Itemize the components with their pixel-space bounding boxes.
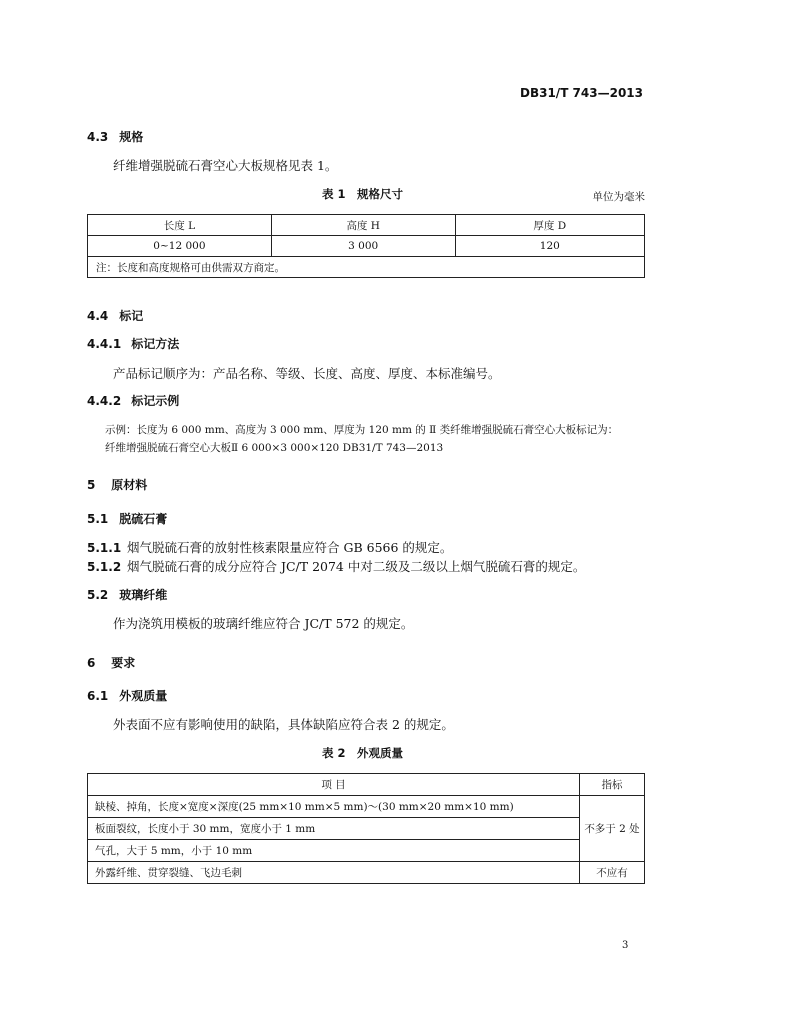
table-cell: 3 000	[271, 236, 455, 257]
section-number: 6	[87, 656, 96, 670]
section-title: 标记方法	[131, 337, 180, 351]
table-header-row	[88, 774, 645, 796]
table-cell: 不多于 2 处	[580, 796, 645, 862]
table2-caption: 表 2 外观质量	[322, 746, 404, 760]
section-heading-4-4-1	[87, 335, 179, 352]
table-row	[88, 236, 645, 257]
paragraph-4-3: 纤维增强脱硫石膏空心大板规格见表 1。	[113, 158, 338, 173]
table-note: 注：长度和高度规格可由供需双方商定。	[88, 257, 645, 278]
table-cell: 缺棱、掉角，长度×宽度×深度(25 mm×10 mm×5 mm)～(30 mm×20 mm×10 mm)	[88, 796, 580, 818]
section-number: 5.2	[87, 588, 109, 602]
section-heading-5-2	[87, 586, 167, 603]
example-line-2: 纤维增强脱硫石膏空心大板Ⅱ 6 000×3 000×120 DB31/T 743—2013	[105, 442, 444, 454]
section-title: 规格	[119, 130, 144, 144]
section-heading-4-4-2	[87, 392, 179, 409]
table-cell: 板面裂纹，长度小于 30 mm，宽度小于 1 mm	[88, 818, 580, 840]
page-number: 3	[622, 940, 629, 951]
table-header-cell: 厚度 D	[455, 215, 644, 236]
table-cell: 不应有	[580, 862, 645, 884]
table1-caption: 表 1 规格尺寸	[322, 187, 404, 201]
section-heading-5-1	[87, 510, 167, 527]
section-title: 脱硫石膏	[119, 512, 168, 526]
table-cell: 120	[455, 236, 644, 257]
table-row	[88, 840, 645, 862]
table1-unit: 单位为毫米	[592, 191, 645, 203]
table2	[87, 773, 645, 884]
section-heading-4-4	[87, 307, 143, 324]
paragraph-6-1: 外表面不应有影响使用的缺陷，具体缺陷应符合表 2 的规定。	[113, 717, 454, 732]
section-number: 5.1	[87, 512, 109, 526]
section-heading-5	[87, 476, 147, 493]
section-title: 外观质量	[119, 689, 168, 703]
table-cell: 气孔，大于 5 mm，小于 10 mm	[88, 840, 580, 862]
table1	[87, 214, 645, 278]
section-heading-4-3	[87, 128, 143, 145]
table-header-row	[88, 215, 645, 236]
section-heading-6	[87, 654, 135, 671]
section-number: 4.4.2	[87, 394, 122, 408]
clause-text: 烟气脱硫石膏的成分应符合 JC/T 2074 中对二级及二级以上烟气脱硫石膏的规定。	[127, 559, 586, 574]
section-number: 5.1.1	[87, 541, 122, 555]
document-code: DB31/T 743—2013	[520, 86, 643, 100]
table-header-cell: 长度 L	[88, 215, 272, 236]
table-note-row	[88, 257, 645, 278]
table-row	[88, 796, 645, 818]
section-number: 4.4.1	[87, 337, 122, 351]
table-header-cell: 高度 H	[271, 215, 455, 236]
paragraph-4-4-1: 产品标记顺序为：产品名称、等级、长度、高度、厚度、本标准编号。	[113, 366, 501, 381]
paragraph-5-1-1	[87, 538, 452, 556]
clause-text: 烟气脱硫石膏的放射性核素限量应符合 GB 6566 的规定。	[127, 540, 453, 555]
section-title: 标记示例	[131, 394, 180, 408]
table-row	[88, 818, 645, 840]
example-line-1: 示例：长度为 6 000 mm、高度为 3 000 mm、厚度为 120 mm 的 Ⅱ 类纤维增强脱硫石膏空心大板标记为：	[105, 424, 619, 436]
section-number: 4.3	[87, 130, 109, 144]
section-number: 5.1.2	[87, 560, 122, 574]
section-title: 玻璃纤维	[119, 588, 168, 602]
table-cell: 外露纤维、贯穿裂缝、飞边毛刺	[88, 862, 580, 884]
paragraph-5-1-2	[87, 557, 585, 575]
table-cell: 0~12 000	[88, 236, 272, 257]
section-title: 标记	[119, 309, 144, 323]
paragraph-5-2: 作为浇筑用模板的玻璃纤维应符合 JC/T 572 的规定。	[113, 616, 414, 631]
section-number: 4.4	[87, 309, 109, 323]
section-number: 6.1	[87, 689, 109, 703]
section-title: 原材料	[111, 478, 148, 492]
section-title: 要求	[111, 656, 136, 670]
table-header-cell: 指标	[580, 774, 645, 796]
table-header-cell: 项 目	[88, 774, 580, 796]
section-heading-6-1	[87, 687, 167, 704]
section-number: 5	[87, 478, 96, 492]
table-row	[88, 862, 645, 884]
